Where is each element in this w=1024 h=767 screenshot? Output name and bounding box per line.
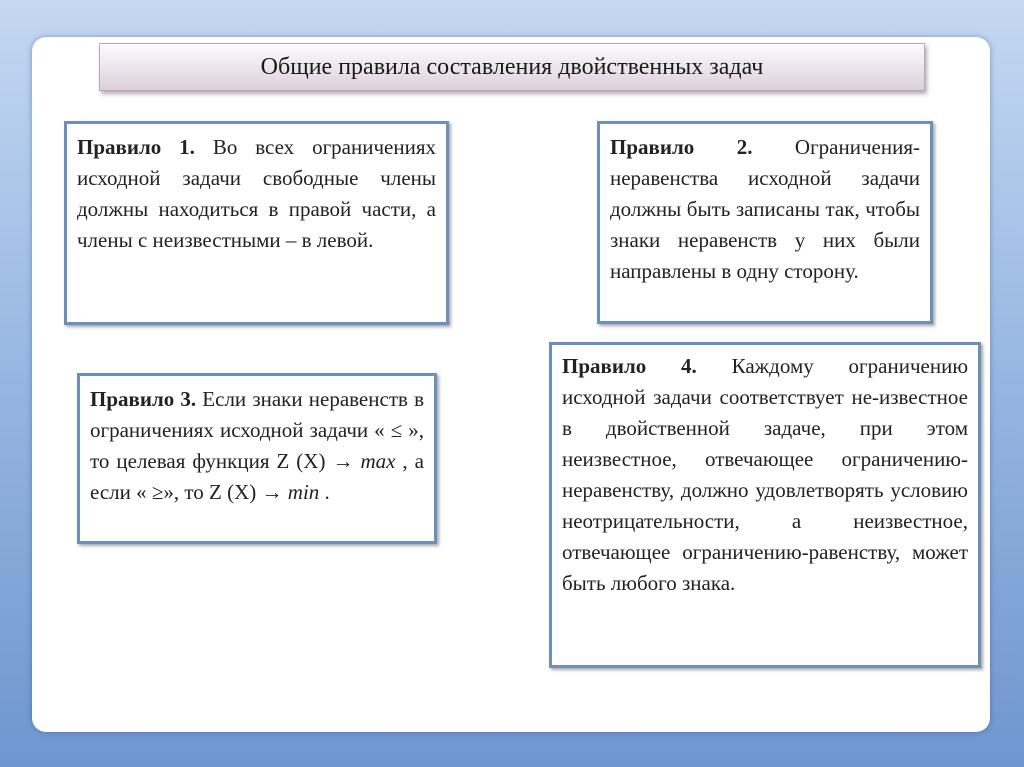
rule-1-label: Правило 1. [77, 135, 195, 159]
rule-1-text: Во всех ограничениях исходной задачи свободные члены должны находиться в правой части, а члены с неизвестными – в левой. [77, 135, 436, 252]
rule-4-label: Правило 4. [562, 354, 697, 378]
rule-3-text-a: Если знаки неравенств в ограничениях исходной задачи « ≤ », то целевая функция Z (X) → [90, 387, 424, 473]
rule-2-label: Правило 2. [610, 135, 753, 159]
rule-2-box [597, 121, 933, 324]
rule-3-box [77, 373, 437, 544]
rule-4-text: Каждому ограничению исходной задачи соответствует не-известное в двойственной задаче, при этом неизвестное, отвечающее ограничению-неравенству, должно удовлетворять условию неотрицательности, а неизвестное, отвечающее ограничению-равенству, может быть любого знака. [562, 354, 969, 595]
rule-3-text-b: , а если « ≥», то Z (X) → [90, 449, 424, 504]
rule-2-text: Ограничения-неравенства исходной задачи должны быть записаны так, чтобы знаки неравенств у них были направлены в одну сторону. [610, 135, 920, 283]
slide-title-bar [99, 43, 925, 91]
rule-4-box [549, 342, 981, 668]
rule-3-min: min [287, 480, 320, 504]
slide-title: Общие правила составления двойственных задач [260, 53, 764, 80]
rule-3-text-c: . [319, 480, 330, 504]
rule-3-label: Правило 3. [90, 387, 197, 411]
rule-3-max: max [360, 449, 396, 473]
rule-1-box [64, 121, 449, 325]
